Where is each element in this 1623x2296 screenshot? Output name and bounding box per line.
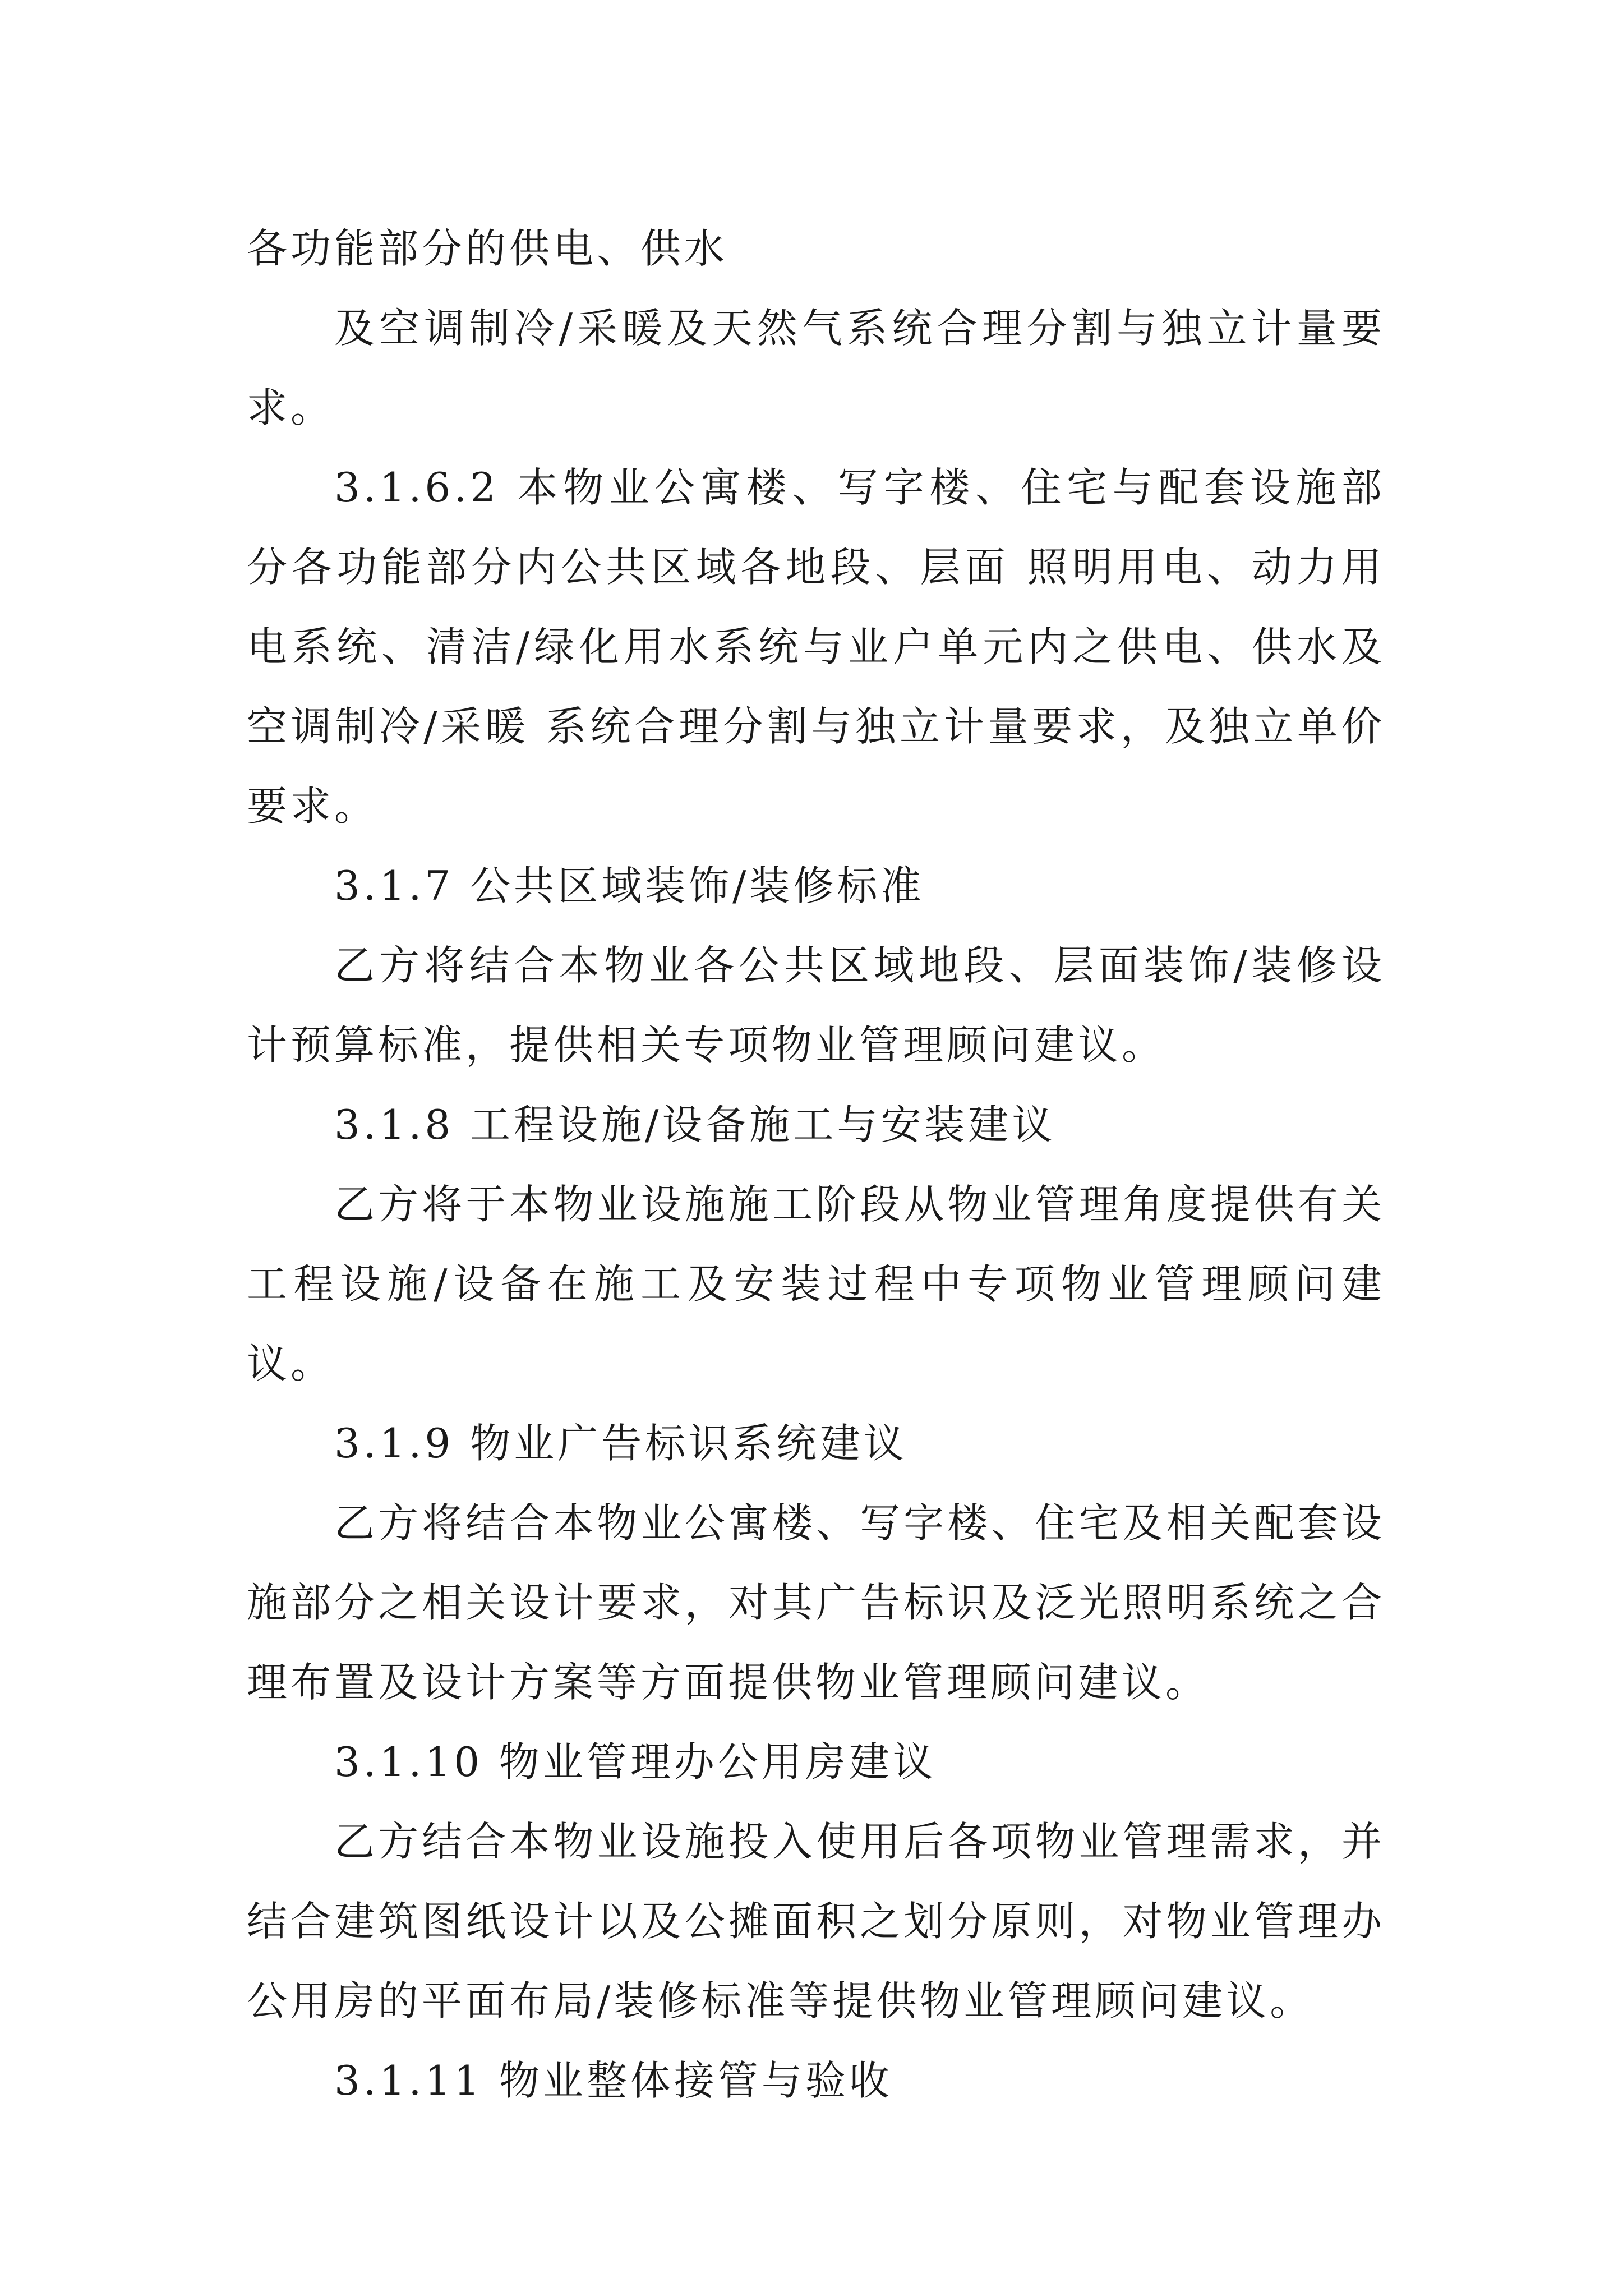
- section-heading-3-1-10: 3.1.10 物业管理办公用房建议: [334, 1738, 937, 1786]
- section-heading-3-1-9: 3.1.9 物业广告标识系统建议: [334, 1420, 908, 1467]
- paragraph-metering-requirement: 及空调制冷/采暖及天然气系统合理分割与独立计量要求。: [247, 305, 1385, 431]
- section-heading-3-1-7: 3.1.7 公共区域装饰/装修标准: [334, 862, 925, 909]
- paragraph-3-1-7-body: 乙方将结合本物业各公共区域地段、层面装饰/装修设计预算标准，提供相关专项物业管理顾问建议。: [247, 942, 1385, 1069]
- paragraph-3-1-6-2: 3.1.6.2 本物业公寓楼、写字楼、住宅与配套设施部分各功能部分内公共区域各地段、层面 照明用电、动力用电系统、清洁/绿化用水系统与业户单元内之供电、供水及空调制冷/采暖 系统合理分割与独立计量要求，及独立单价要求。: [247, 464, 1385, 830]
- paragraph-continuation: 各功能部分的供电、供水: [247, 225, 728, 272]
- paragraph-3-1-10-body: 乙方结合本物业设施投入使用后各项物业管理需求，并结合建筑图纸设计以及公摊面积之划分原则，对物业管理办公用房的平面布局/装修标准等提供物业管理顾问建议。: [247, 1818, 1385, 2024]
- document-body: [247, 209, 1385, 2120]
- section-heading-3-1-8: 3.1.8 工程设施/设备施工与安装建议: [334, 1101, 1056, 1148]
- paragraph-3-1-9-body: 乙方将结合本物业公寓楼、写字楼、住宅及相关配套设施部分之相关设计要求，对其广告标识及泛光照明系统之合理布置及设计方案等方面提供物业管理顾问建议。: [247, 1499, 1385, 1706]
- section-heading-3-1-11: 3.1.11 物业整体接管与验收: [334, 2057, 893, 2104]
- paragraph-3-1-8-body: 乙方将于本物业设施施工阶段从物业管理角度提供有关工程设施/设备在施工及安装过程中专项物业管理顾问建议。: [247, 1181, 1385, 1387]
